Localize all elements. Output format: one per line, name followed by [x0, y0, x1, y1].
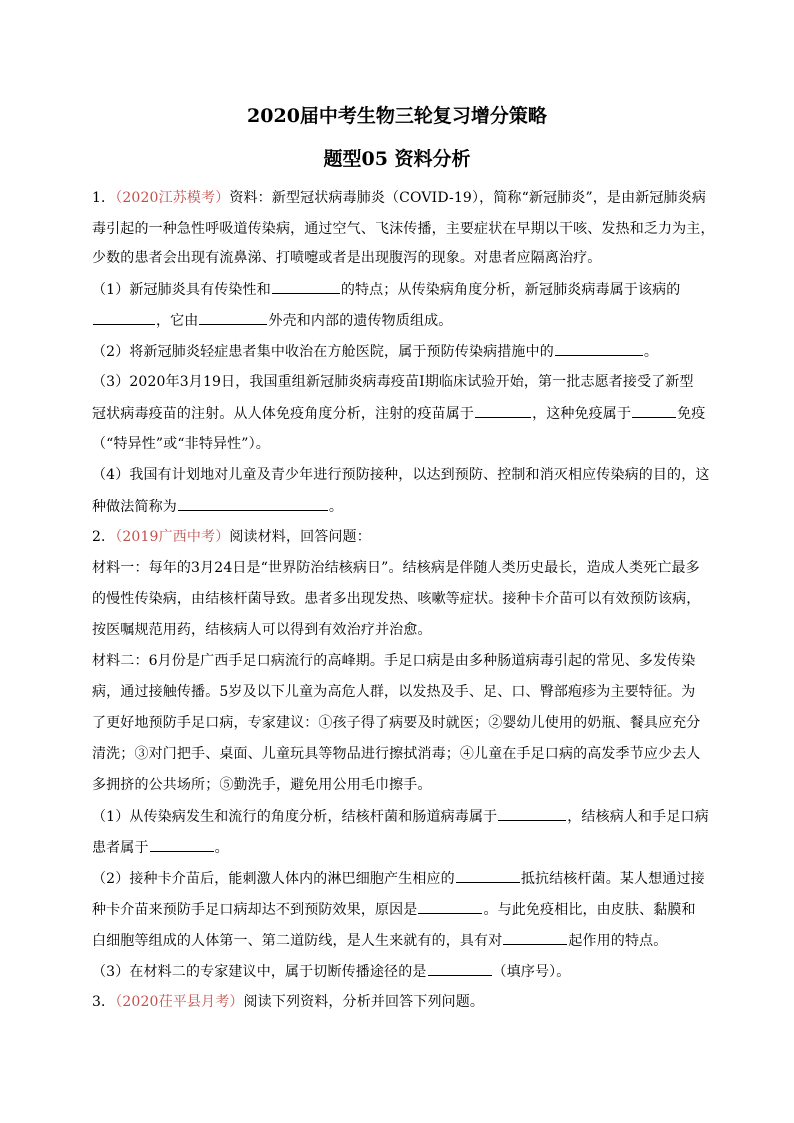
q2-material1-line-3: 按医嘱规范用药，结核病人可以得到有效治疗并治愈。: [92, 622, 432, 638]
answer-blank[interactable]: [178, 496, 328, 511]
answer-blank[interactable]: [428, 961, 492, 976]
document-title: 2020届中考生物三轮复习增分策略: [247, 105, 547, 127]
q2-material1-line-1: 材料一：每年的3月24日是“世界防治结核病日”。结核病是伴随人类历史最长，造成人类死亡最多: [92, 560, 700, 576]
q1-sub1-line-1: （1）新冠肺炎具有传染性和 的特点；从传染病角度分析，新冠肺炎病毒属于该病的: [92, 279, 704, 300]
q1-sub4-line-2: 种做法简称为 。: [92, 496, 704, 517]
q2-sub2-line-3: 白细胞等组成的人体第一、第二道防线，是人生来就有的，具有对 起作用的特点。: [92, 930, 704, 951]
answer-blank[interactable]: [475, 403, 531, 418]
q2-sub2-line-1: （2）接种卡介苗后，能刺激人体内的淋巴细胞产生相应的 抵抗结核杆菌。某人想通过接: [92, 868, 704, 889]
answer-blank[interactable]: [199, 310, 267, 325]
q2-sub1-line-1: （1）从传染病发生和流行的角度分析，结核杆菌和肠道病毒属于 ，结核病人和手足口病: [92, 806, 704, 827]
answer-blank[interactable]: [632, 403, 676, 418]
q1-line-3: 少数的患者会出现有流鼻涕、打喷嚏或者是出现腹泻的现象。对患者应隔离治疗。: [92, 250, 602, 266]
answer-blank[interactable]: [498, 806, 566, 821]
q1-line-1: 1．（2020江苏模考）资料：新型冠状病毒肺炎（COVID-19），简称“新冠肺炎”，是由新冠肺炎病: [92, 190, 706, 206]
q2-sub3: （3）在材料二的专家建议中，属于切断传播途径的是 （填序号）。: [92, 961, 704, 982]
q2-material2-line-3: 了更好地预防手足口病，专家建议：①孩子得了病要及时就医；②婴幼儿使用的奶瓶、餐具应充分: [92, 715, 701, 731]
q2-sub1-line-2: 患者属于 。: [92, 837, 704, 858]
q1-sub3-line-1: （3）2020年3月19日，我国重组新冠肺炎病毒疫苗Ⅰ期临床试验开始，第一批志愿者接受了新型: [92, 374, 694, 390]
q2-material1-line-2: 的慢性传染病，由结核杆菌导致。患者多出现发热、咳嗽等症状。接种卡介苗可以有效预防该病，: [92, 591, 701, 607]
q1-number: 1．: [92, 190, 116, 206]
q1-source: （2020江苏模考）: [115, 190, 230, 206]
answer-blank[interactable]: [418, 899, 482, 914]
document-subtitle: 题型05 资料分析: [323, 148, 471, 170]
q2-line-1: 2．（2019广西中考）阅读材料，回答问题：: [92, 529, 371, 545]
q1-sub3-line-2: 冠状病毒疫苗的注射。从人体免疫角度分析，注射的疫苗属于 ，这种免疫属于 免疫: [92, 403, 704, 424]
answer-blank[interactable]: [272, 279, 340, 294]
q2-source: （2019广西中考）: [115, 529, 230, 545]
q1-sub3-line-3: （“特异性”或“非特异性”）。: [92, 436, 270, 452]
q2-material2-line-1: 材料二：6月份是广西手足口病流行的高峰期。手足口病是由多种肠道病毒引起的常见、多发传染: [92, 653, 696, 669]
q1-sub1-line-2: ，它由 外壳和内部的遗传物质组成。: [92, 310, 704, 331]
q2-sub2-line-2: 种卡介苗来预防手足口病却达不到预防效果，原因是 。与此免疫相比，由皮肤、黏膜和: [92, 899, 704, 920]
q2-material2-line-5: 多拥挤的公共场所；⑤勤洗手，避免用公用毛巾擦手。: [92, 777, 432, 793]
q2-material2-line-2: 病，通过接触传播。5岁及以下儿童为高危人群，以发热及手、足、口、臀部疱疹为主要特征。为: [92, 684, 696, 700]
q2-number: 2．: [92, 529, 116, 545]
q2-material2-line-4: 清洗；③对门把手、桌面、儿童玩具等物品进行擦拭消毒；④儿童在手足口病的高发季节应少去人: [92, 746, 701, 762]
q3-number: 3．: [92, 994, 116, 1010]
answer-blank[interactable]: [150, 837, 214, 852]
q3-line-1: 3．（2020茌平县月考）阅读下列资料，分析并回答下列问题。: [92, 994, 485, 1010]
q1-sub4-line-1: （4）我国有计划地对儿童及青少年进行预防接种，以达到预防、控制和消灭相应传染病的目的，这: [92, 467, 710, 483]
q3-source: （2020茌平县月考）: [115, 994, 244, 1010]
q1-line-2: 毒引起的一种急性呼吸道传染病，通过空气、飞沫传播，主要症状在早期以干咳、发热和乏力为主，: [92, 221, 715, 237]
answer-blank[interactable]: [93, 310, 155, 325]
answer-blank[interactable]: [555, 341, 643, 356]
answer-blank[interactable]: [456, 868, 520, 883]
answer-blank[interactable]: [503, 930, 567, 945]
q1-sub2: （2）将新冠肺炎轻症患者集中收治在方舱医院，属于预防传染病措施中的 。: [92, 341, 704, 362]
